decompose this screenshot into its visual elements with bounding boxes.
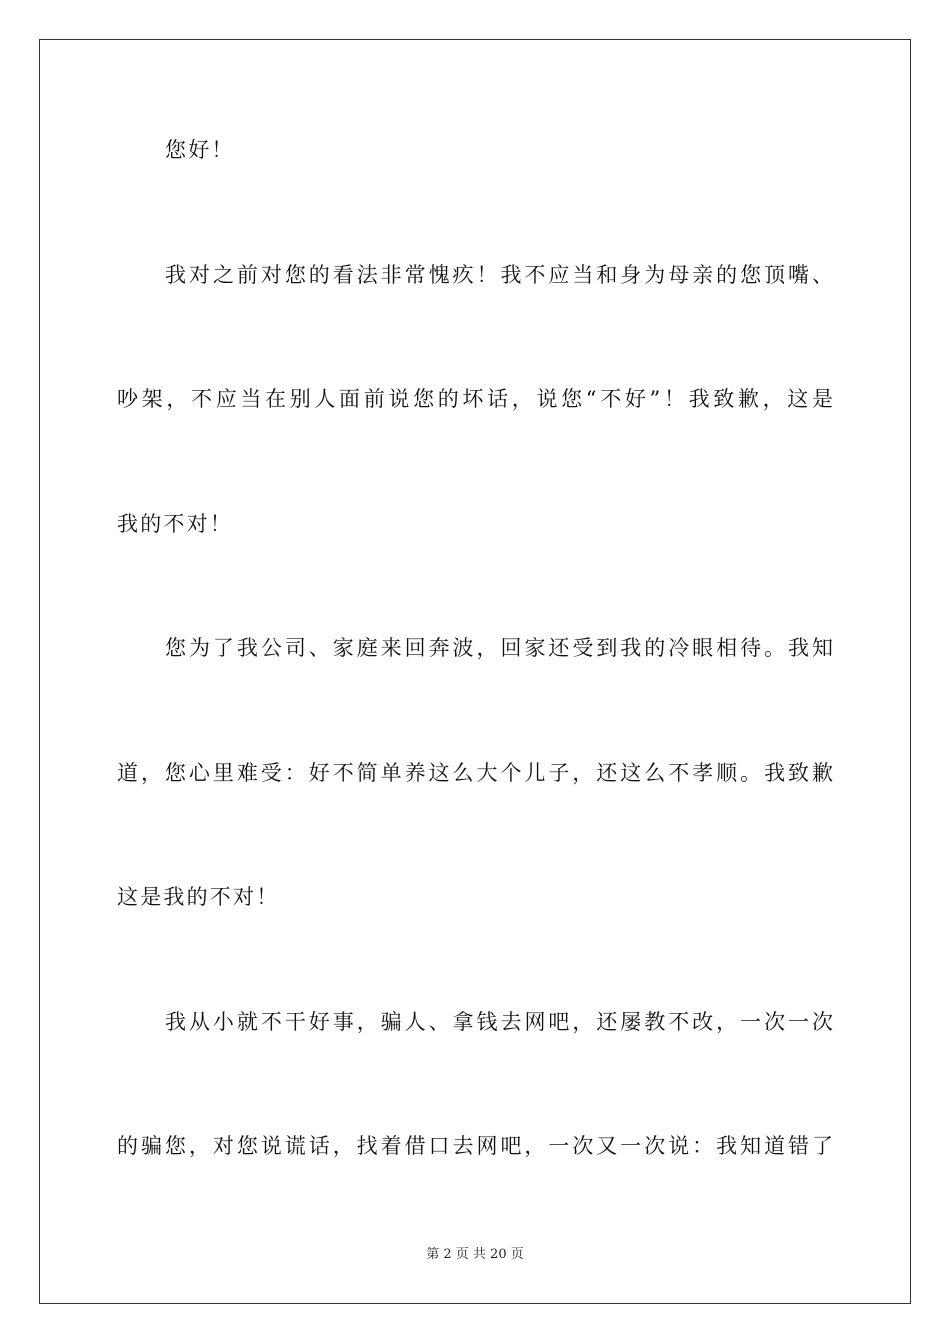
- page-number-footer: 第 2 页 共 20 页: [426, 1247, 524, 1262]
- paragraph-3-line-2: 的骗您，对您说谎话，找着借口去网吧，一次又一次说：我知道错了: [117, 1134, 833, 1158]
- paragraph-1-line-2: 吵架，不应当在别人面前说您的坏话，说您“不好”！我致歉，这是: [117, 387, 833, 411]
- page-border: [39, 39, 911, 1304]
- paragraph-2-line-3: 这是我的不对！: [117, 885, 280, 909]
- paragraph-1-line-1: 我对之前对您的看法非常愧疚！我不应当和身为母亲的您顶嘴、: [165, 263, 833, 287]
- paragraph-2-line-2: 道，您心里难受：好不简单养这么大个儿子，还这么不孝顺。我致歉: [117, 761, 833, 785]
- paragraph-2-line-1: 您为了我公司、家庭来回奔波，回家还受到我的冷眼相待。我知: [165, 636, 833, 660]
- paragraph-3-line-1: 我从小就不干好事，骗人、拿钱去网吧，还屡教不改，一次一次: [165, 1010, 833, 1034]
- paragraph-1-line-3: 我的不对！: [117, 512, 233, 536]
- greeting-line: 您好！: [165, 138, 235, 162]
